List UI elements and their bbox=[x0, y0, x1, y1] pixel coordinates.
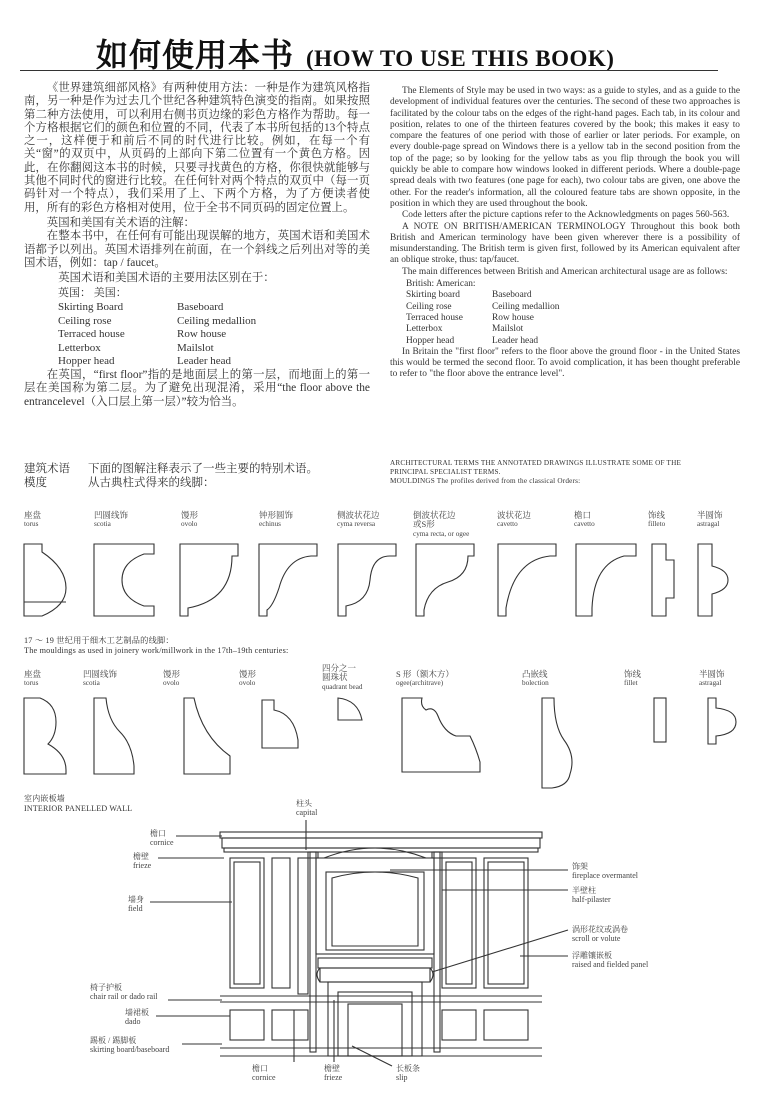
title-en: (HOW TO USE THIS BOOK) bbox=[306, 46, 615, 71]
en-p1: The Elements of Style may be used in two ways: as a guide to styles, and as a guide to the development of individual features over the centuries. The second of these two approaches is facilitated by the colour tabs on the edges of the right-hand pages. Each tab, in its colour and position, relates to one of the thirteen features covered by the book; this makes it easy to compare the features of one period with those of earlier or later periods. For example, on every double-page spread on Windows there is a yellow tab in the second position from the top of the page; so by looking for the yellow tabs as you flip through the book you will quickly be able to compare how windows looked in different periods. Where a double-page spread deals with two features (one page for each), two colour tabs are given, one above the other. For the reader's information, all the coloured feature tabs are shown opposite, in the position in which they are used throughout the book. bbox=[390, 86, 740, 209]
en-p5: In Britain the "first floor" refers to the floor above the ground floor - in the United States this would be termed the second floor. To avoid complication, it has been thought preferable to refer to "the floor above the entrance level". bbox=[390, 346, 740, 380]
moulding-label: 半圆饰 astragal bbox=[697, 510, 723, 529]
cornice-label: 檐口 cornice bbox=[150, 829, 174, 848]
joinery-caption: 17 ～ 19 世纪用于细木工艺制品的线脚： The mouldings as used in joinery work/millwork in the 17th–19th centuries: bbox=[24, 636, 289, 655]
half-pilaster-label: 半壁柱 half-pilaster bbox=[572, 886, 611, 905]
moulding-label: 馒形 ovolo bbox=[181, 510, 199, 529]
term-row: Letterbox Mailslot bbox=[58, 341, 214, 354]
frieze-label: 檐壁 frieze bbox=[133, 852, 152, 871]
zh-note-body: 在整本书中，在任何有可能出现误解的地方，英国术语和美国术语都予以列出。英国术语排列在前面，在一个斜线之后列出对等的美国术语，例如：tap / faucet。 bbox=[24, 230, 370, 269]
joinery-label: 凸嵌线 bolection bbox=[522, 669, 549, 688]
zh-intro: 《世界建筑细部风格》有两种使用方法：一种是作为建筑风格指南，另一种是作为过去几个世纪各种建筑特色演变的指南。如果按照第二种方法使用，可以利用右侧书页边缘的彩色方格作为帮助。每一个方格根据它们的颜色和位置的不同，代表了本书所包括的13个特点之一，这样便于和前后不同的时代进行比较。例如，在每一个有关“窗”的双页中，从页码的上部向下第二位置有一个黄色方格。因此，在你翻阅这本书的时候，只要寻找黄色的方格，你很快就能够与其他不同时代的窗进行比较。在任何针对两个特点的双页中（每一页码针对一个特点），我们采用了上、下两个方格，为了方便读者使用，所有的彩色方格相对使用，位于全书不同页码的固定位置上。 bbox=[24, 82, 370, 214]
cornice2-label: 檐口 cornice bbox=[252, 1064, 276, 1083]
moulding-label: 倒波状花边 或S形 cyma recta, or ogee bbox=[413, 510, 470, 538]
capital-label: 柱头 capital bbox=[296, 799, 318, 818]
term-row: Terraced house Row house bbox=[406, 312, 534, 323]
moulding-label: 座盘 torus bbox=[24, 510, 42, 529]
arch-terms-zh-desc: 下面的图解注释表示了一些主要的特别术语。 从古典柱式得来的线脚： bbox=[88, 463, 318, 489]
slip-label: 长板条 slip bbox=[396, 1064, 420, 1083]
zh-note-head: 英国和美国有关术语的注解： bbox=[46, 216, 195, 229]
term-row: Terraced house Row house bbox=[58, 328, 227, 341]
title-zh: 如何使用本书 bbox=[96, 37, 295, 73]
term-row: Ceiling rose Ceiling medallion bbox=[406, 301, 560, 312]
en-p2: Code letters after the picture captions refer to the Acknowledgments on pages 560-563. bbox=[402, 210, 730, 221]
joinery-label: 凹圆线饰 scotia bbox=[83, 669, 118, 688]
arch-terms-en: ARCHITECTURAL TERMS THE ANNOTATED DRAWINGS ILLUSTRATE SOME OF THE PRINCIPAL SPECIALIST TERMS. MOULDINGS The profiles derived from the classical Orders: bbox=[390, 459, 682, 486]
en-p4: The main differences between British and American architectural usage are as follows: bbox=[402, 266, 728, 277]
moulding-label: 波状花边 cavetto bbox=[497, 510, 532, 529]
term-row: Hopper head Leader head bbox=[58, 355, 232, 368]
joinery-label: 饰线 fillet bbox=[624, 669, 642, 688]
term-row: Hopper head Leader head bbox=[406, 335, 539, 346]
chair-rail-label: 椅子护板 chair rail or dado rail bbox=[90, 983, 158, 1002]
zh-floor-note: 在英国，“first floor”指的是地面层上的第一层，而地面上的第一层在美国称为第二层。为了避免出现混淆，采用“the floor above the entrancelevel（入口层上第一层）”较为恰当。 bbox=[24, 369, 370, 408]
arch-terms-zh-label: 建筑术语 模度 bbox=[24, 463, 70, 489]
term-row: Skirting Board Baseboard bbox=[58, 301, 224, 314]
frieze2-label: 檐壁 frieze bbox=[324, 1064, 343, 1083]
moulding-label: 檐口 cavetto bbox=[574, 510, 595, 529]
overmantel-label: 饰架 fireplace overmantel bbox=[572, 862, 638, 881]
field-label: 墙身 field bbox=[128, 895, 144, 914]
joinery-label: 座盘 torus bbox=[24, 669, 42, 688]
en-terms-head: British: American: bbox=[406, 279, 476, 290]
zh-diff-head: 英国术语和美国术语的主要用法区别在于： bbox=[58, 272, 275, 285]
moulding-label: 饰线 filleto bbox=[648, 510, 666, 529]
wall-title: 室内嵌板墙 INTERIOR PANELLED WALL bbox=[24, 794, 133, 813]
joinery-label: 馒形 ovolo bbox=[239, 669, 257, 688]
raised-panel-label: 浮雕镶嵌板 raised and fielded panel bbox=[572, 951, 649, 970]
en-p3: A NOTE ON BRITISH/AMERICAN TERMINOLOGY Throughout this book both British and American terminology have been given wherever there is a possibility of misunderstanding. The British term is given first, followed by its American equivalent after an oblique stroke, thus: tap/faucet. bbox=[390, 221, 740, 266]
joinery-label: 四分之一 圆珠状 quadrant bead bbox=[322, 663, 363, 691]
dado-label: 墙裙板 dado bbox=[125, 1008, 149, 1027]
scroll-label: 涡形花纹或涡卷 scroll or volute bbox=[572, 925, 628, 944]
zh-terms-head: 英国： 美国： bbox=[58, 287, 127, 300]
skirting-label: 踢板 / 踢脚板 skirting board/baseboard bbox=[90, 1036, 170, 1055]
joinery-label: 半圆饰 astragal bbox=[699, 669, 725, 688]
moulding-label: 凹圆线饰 scotia bbox=[94, 510, 129, 529]
joinery-label: 馒形 ovolo bbox=[163, 669, 181, 688]
term-row: Ceiling rose Ceiling medallion bbox=[58, 314, 257, 327]
moulding-label: 钟形圆饰 echinus bbox=[259, 510, 294, 529]
joinery-label: S 形（额木方） ogee(architrave) bbox=[396, 669, 454, 688]
moulding-label: 侧波状花边 cyma reversa bbox=[337, 510, 380, 529]
term-row: Skirting board Baseboard bbox=[406, 290, 532, 301]
term-row: Letterbox Mailslot bbox=[406, 324, 524, 335]
